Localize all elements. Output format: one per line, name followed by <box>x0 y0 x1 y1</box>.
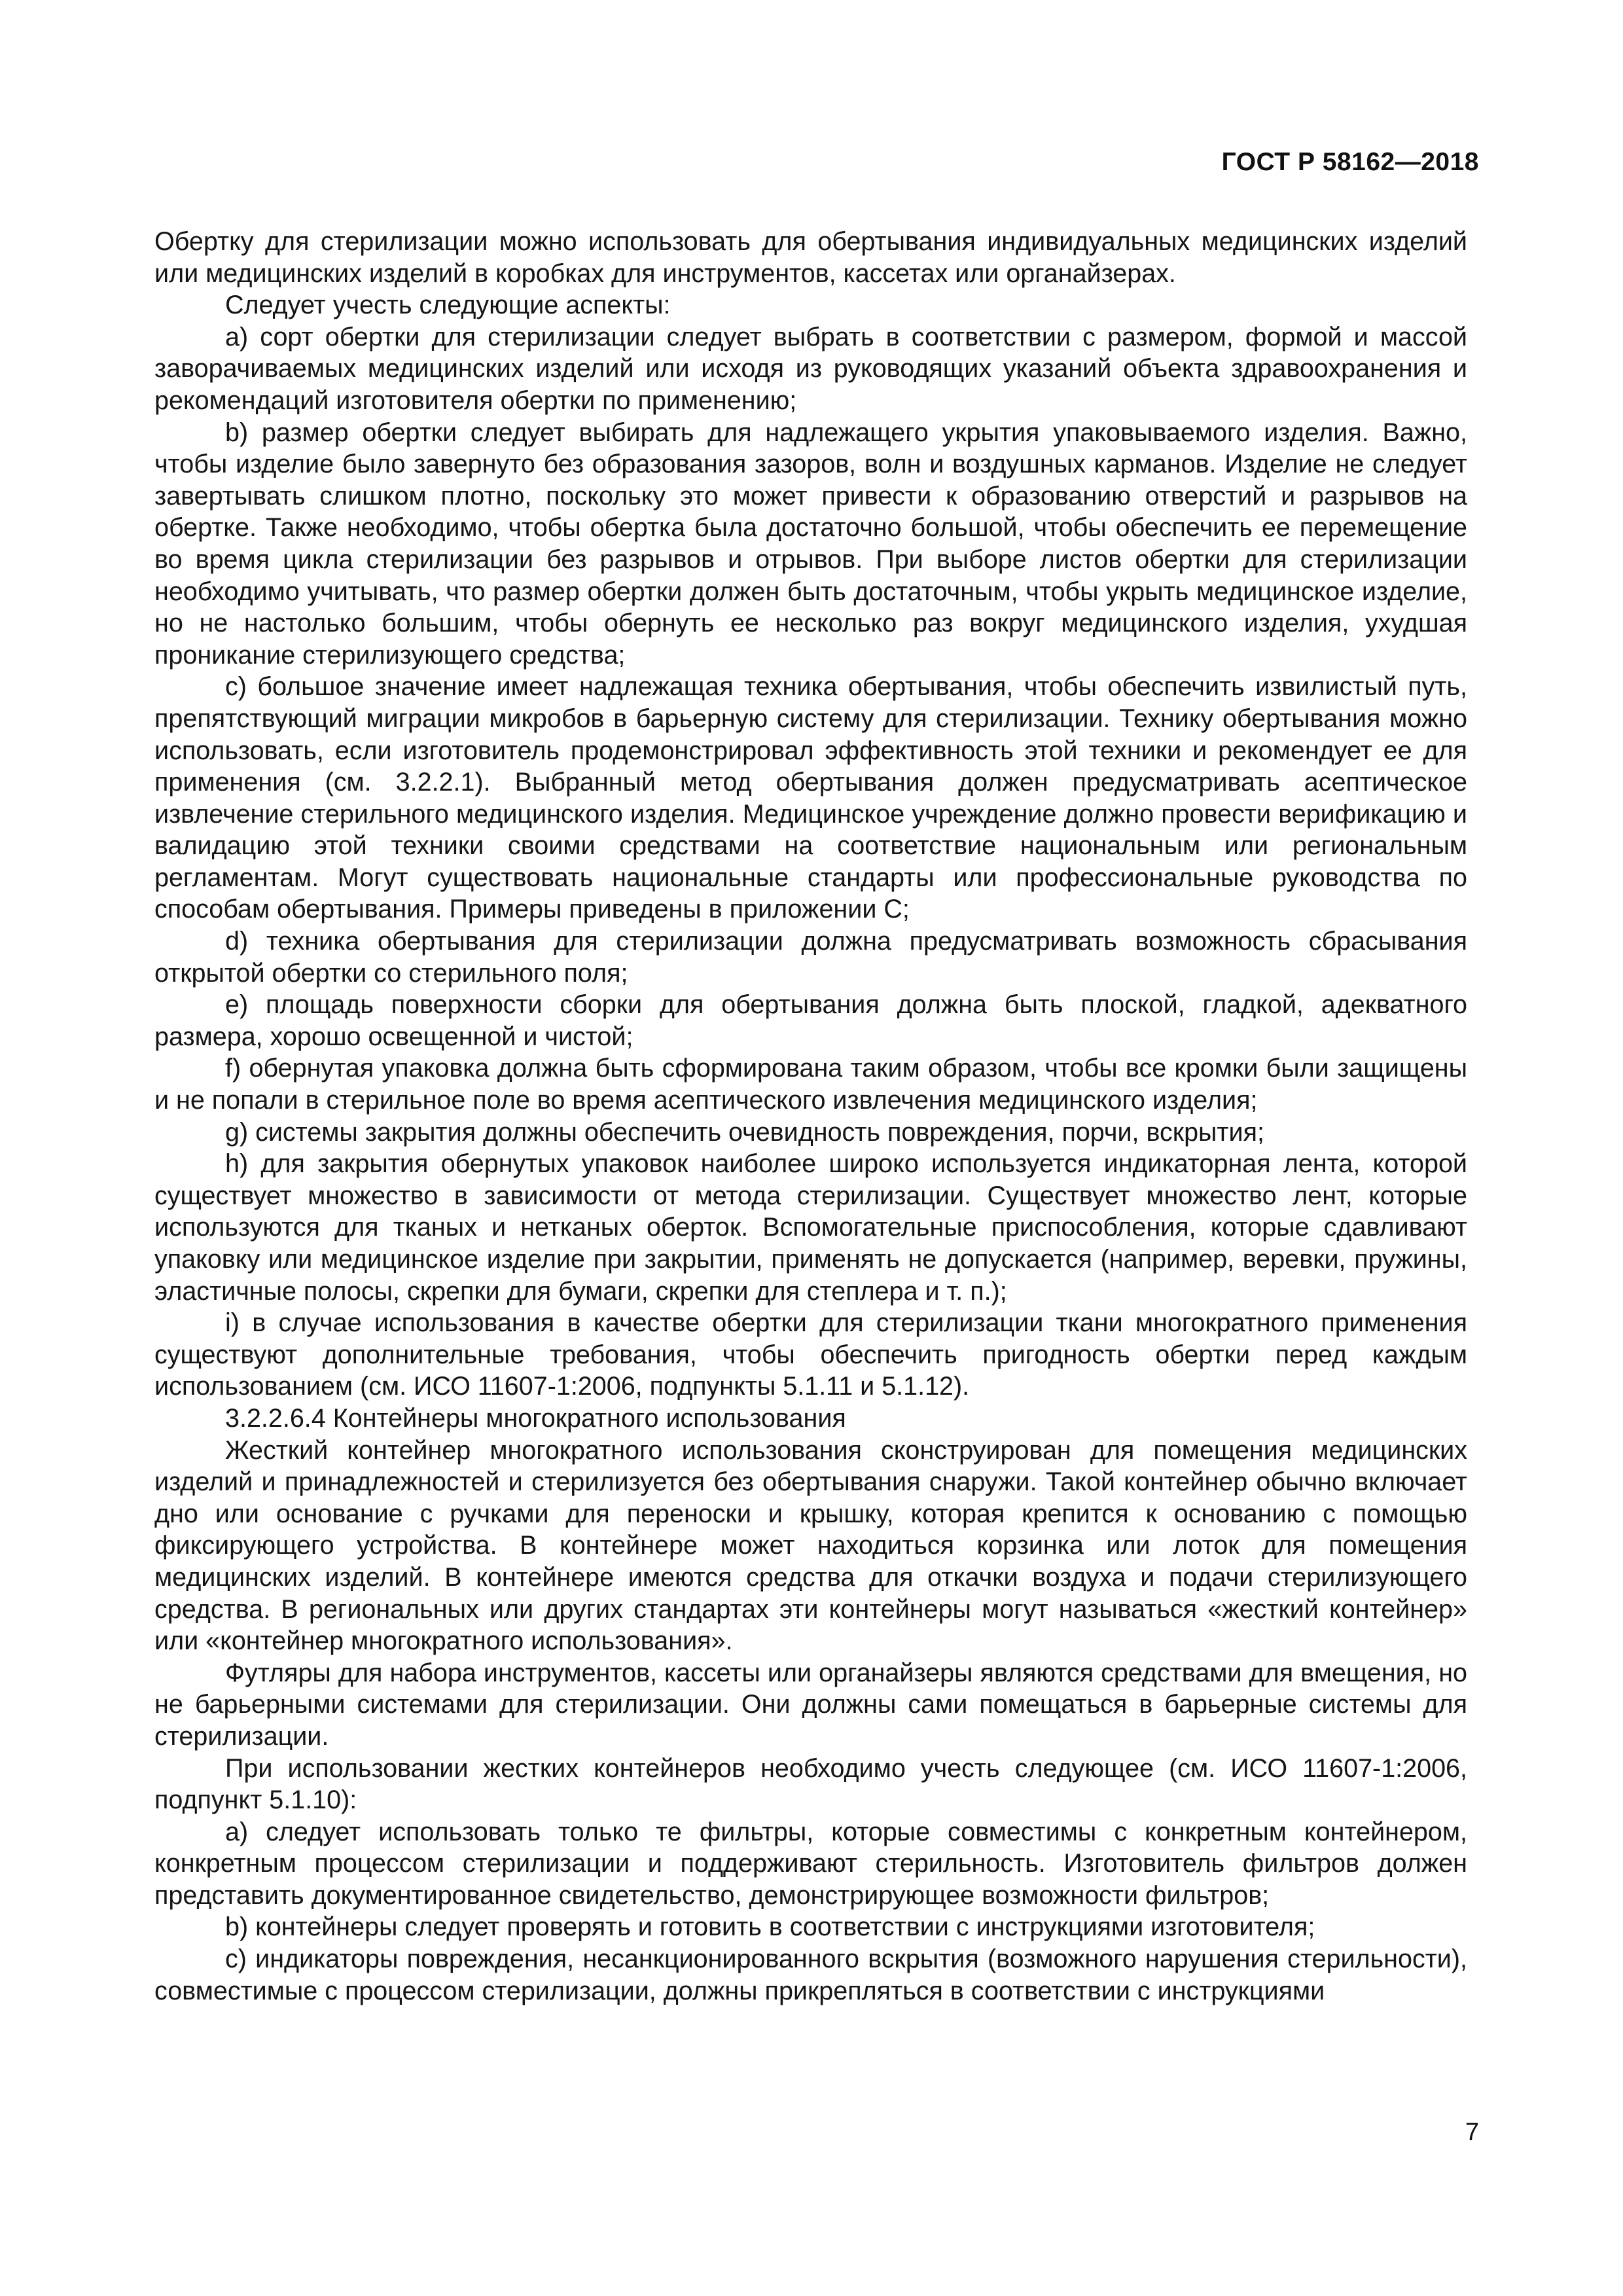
section-heading: 3.2.2.6.4 Контейнеры многократного использования <box>225 1403 846 1433</box>
list-item: е) площадь поверхности сборки для обертывания должна быть плоской, гладкой, адекватного размера, хорошо освещенной и чистой; <box>154 990 1467 1051</box>
list-item: b) размер обертки следует выбирать для надлежащего укрытия упаковываемого изделия. Важно, чтобы изделие было завернуто без образования зазоров, волн и воздушных карманов. Изделие не следует завертывать слишком плотно, поскольку это может привести к образованию отверстий и разрывов на обертке. Также необходимо, чтобы обертка была достаточно большой, чтобы обеспечить ее перемещение во время цикла стерилизации без разрывов и отрывов. При выборе листов обертки для стерилизации необходимо учитывать, что размер обертки должен быть достаточным, чтобы укрыть медицинское изделие, но не настолько большим, чтобы обернуть ее несколько раз вокруг медицинского изделия, ухудшая проникание стерилизующего средства; <box>154 418 1467 670</box>
list-item: с) большое значение имеет надлежащая техника обертывания, чтобы обеспечить извилистый путь, препятствующий миграции микробов в барьерную систему для стерилизации. Технику обертывания можно использовать, если изготовитель продемонстрировал эффективность этой техники и рекомендует ее для применения (см. 3.2.2.1). Выбранный метод обертывания должен предусматривать асептическое извлечение стерильного медицинского изделия. Медицинское учреждение должно провести верификацию и валидацию этой техники своими средствами на соответствие национальным или региональным регламентам. Могут существовать национальные стандарты или профессиональные руководства по способам обертывания. Примеры приведены в приложении С; <box>154 672 1467 924</box>
document-body <box>154 226 1467 2007</box>
page-number: 7 <box>1465 2119 1479 2146</box>
paragraph: При использовании жестких контейнеров необходимо учесть следующее (см. ИСО 11607-1:2006, подпункт 5.1.10): <box>154 1753 1467 1815</box>
paragraph: Следует учесть следующие аспекты: <box>225 291 671 320</box>
list-item: а) следует использовать только те фильтры, которые совместимы с конкретным контейнером, конкретным процессом стерилизации и поддерживают стерильность. Изготовитель фильтров должен представить документированное свидетельство, демонстрирующее возможности фильтров; <box>154 1817 1467 1910</box>
list-item: h) для закрытия обернутых упаковок наиболее широко используется индикаторная лента, которой существует множество в зависимости от метода стерилизации. Существует множество лент, которые используются для тканых и нетканых оберток. Вспомогательные приспособления, которые сдавливают упаковку или медицинское изделие при закрытии, применять не допускается (например, веревки, пружины, эластичные полосы, скрепки для бумаги, скрепки для степлера и т. п.); <box>154 1149 1467 1306</box>
list-item: d) техника обертывания для стерилизации должна предусматривать возможность сбрасывания открытой обертки со стерильного поля; <box>154 927 1467 988</box>
list-item: а) сорт обертки для стерилизации следует выбрать в соответствии с размером, формой и массой заворачиваемых медицинских изделий или исходя из руководящих указаний объекта здравоохранения и рекомендаций изготовителя обертки по применению; <box>154 322 1467 415</box>
standard-header: ГОСТ Р 58162—2018 <box>1221 148 1479 176</box>
paragraph: Обертку для стерилизации можно использовать для обертывания индивидуальных медицинских изделий или медицинских изделий в коробках для инструментов, кассетах или органайзерах. <box>154 227 1467 288</box>
list-item: i) в случае использования в качестве обертки для стерилизации ткани многократного применения существуют дополнительные требования, чтобы обеспечить пригодность обертки перед каждым использованием (см. ИСО 11607-1:2006, подпункты 5.1.11 и 5.1.12). <box>154 1308 1467 1401</box>
list-item: b) контейнеры следует проверять и готовить в соответствии с инструкциями изготовителя; <box>225 1912 1315 1942</box>
list-item: g) системы закрытия должны обеспечить очевидность повреждения, порчи, вскрытия; <box>225 1117 1264 1147</box>
list-item: f) обернутая упаковка должна быть сформирована таким образом, чтобы все кромки были защищены и не попали в стерильное поле во время асептического извлечения медицинского изделия; <box>154 1054 1467 1115</box>
paragraph: Футляры для набора инструментов, кассеты или органайзеры являются средствами для вмещения, но не барьерными системами для стерилизации. Они должны сами помещаться в барьерные системы для стерилизации. <box>154 1658 1467 1751</box>
paragraph: Жесткий контейнер многократного использования сконструирован для помещения медицинских изделий и принадлежностей и стерилизуется без обертывания снаружи. Такой контейнер обычно включает дно или основание с ручками для переноски и крышку, которая крепится к основанию с помощью фиксирующего устройства. В контейнере может находиться корзинка или лоток для помещения медицинских изделий. В контейнере имеются средства для откачки воздуха и подачи стерилизующего средства. В региональных или других стандартах эти контейнеры могут называться «жесткий контейнер» или «контейнер многократного использования». <box>154 1435 1467 1656</box>
list-item: с) индикаторы повреждения, несанкционированного вскрытия (возможного нарушения стерильности), совместимые с процессом стерилизации, должны прикрепляться в соответствии с инструкциями <box>154 1945 1467 2005</box>
